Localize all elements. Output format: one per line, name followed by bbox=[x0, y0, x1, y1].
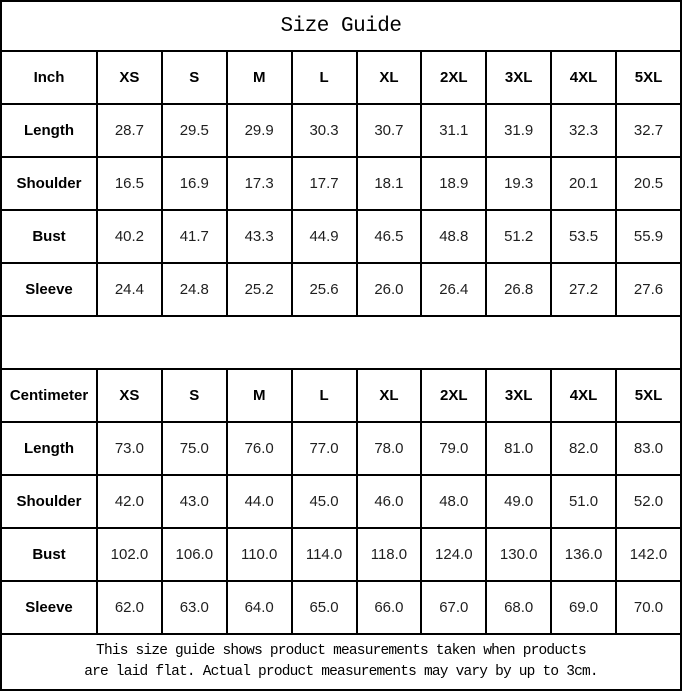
value-cell: 52.0 bbox=[616, 475, 681, 528]
table-row bbox=[1, 210, 681, 263]
value-cell: 43.0 bbox=[162, 475, 227, 528]
value-cell: 76.0 bbox=[227, 422, 292, 475]
value-cell: 70.0 bbox=[616, 581, 681, 634]
value-cell: 40.2 bbox=[97, 210, 162, 263]
value-cell: 130.0 bbox=[486, 528, 551, 581]
size-header-cell: XL bbox=[357, 369, 422, 422]
value-cell: 49.0 bbox=[486, 475, 551, 528]
value-cell: 46.5 bbox=[357, 210, 422, 263]
footer-note-line1: This size guide shows product measurements taken when products bbox=[96, 643, 586, 659]
value-cell: 43.3 bbox=[227, 210, 292, 263]
value-cell: 25.6 bbox=[292, 263, 357, 316]
centimeter-header-row bbox=[1, 369, 681, 422]
unit-header-cell: Centimeter bbox=[1, 369, 97, 422]
size-header-cell: S bbox=[162, 51, 227, 104]
value-cell: 53.5 bbox=[551, 210, 616, 263]
value-cell: 18.1 bbox=[357, 157, 422, 210]
unit-header-cell: Inch bbox=[1, 51, 97, 104]
value-cell: 41.7 bbox=[162, 210, 227, 263]
value-cell: 81.0 bbox=[486, 422, 551, 475]
size-header-cell: XL bbox=[357, 51, 422, 104]
value-cell: 18.9 bbox=[421, 157, 486, 210]
value-cell: 77.0 bbox=[292, 422, 357, 475]
value-cell: 142.0 bbox=[616, 528, 681, 581]
value-cell: 42.0 bbox=[97, 475, 162, 528]
size-header-cell: 2XL bbox=[421, 369, 486, 422]
size-header-cell: 5XL bbox=[616, 51, 681, 104]
row-label-bust: Bust bbox=[1, 210, 97, 263]
value-cell: 55.9 bbox=[616, 210, 681, 263]
value-cell: 46.0 bbox=[357, 475, 422, 528]
table-row bbox=[1, 157, 681, 210]
value-cell: 106.0 bbox=[162, 528, 227, 581]
value-cell: 32.7 bbox=[616, 104, 681, 157]
value-cell: 63.0 bbox=[162, 581, 227, 634]
size-header-cell: 2XL bbox=[421, 51, 486, 104]
inch-header-row bbox=[1, 51, 681, 104]
value-cell: 27.6 bbox=[616, 263, 681, 316]
value-cell: 45.0 bbox=[292, 475, 357, 528]
row-label-length: Length bbox=[1, 104, 97, 157]
value-cell: 29.9 bbox=[227, 104, 292, 157]
value-cell: 110.0 bbox=[227, 528, 292, 581]
value-cell: 17.7 bbox=[292, 157, 357, 210]
size-header-cell: XS bbox=[97, 369, 162, 422]
value-cell: 48.0 bbox=[421, 475, 486, 528]
value-cell: 27.2 bbox=[551, 263, 616, 316]
size-header-cell: M bbox=[227, 51, 292, 104]
size-header-cell: 5XL bbox=[616, 369, 681, 422]
value-cell: 16.5 bbox=[97, 157, 162, 210]
value-cell: 73.0 bbox=[97, 422, 162, 475]
value-cell: 31.9 bbox=[486, 104, 551, 157]
value-cell: 20.5 bbox=[616, 157, 681, 210]
row-label-shoulder: Shoulder bbox=[1, 475, 97, 528]
size-header-cell: M bbox=[227, 369, 292, 422]
table-row bbox=[1, 475, 681, 528]
value-cell: 44.9 bbox=[292, 210, 357, 263]
size-header-cell: L bbox=[292, 51, 357, 104]
value-cell: 29.5 bbox=[162, 104, 227, 157]
value-cell: 28.7 bbox=[97, 104, 162, 157]
title-row bbox=[1, 1, 681, 51]
value-cell: 51.2 bbox=[486, 210, 551, 263]
footer-row bbox=[1, 634, 681, 690]
footer-note bbox=[1, 634, 681, 690]
spacer-cell bbox=[1, 316, 681, 369]
value-cell: 30.7 bbox=[357, 104, 422, 157]
table-row bbox=[1, 263, 681, 316]
value-cell: 30.3 bbox=[292, 104, 357, 157]
value-cell: 24.8 bbox=[162, 263, 227, 316]
table-row bbox=[1, 581, 681, 634]
value-cell: 26.8 bbox=[486, 263, 551, 316]
value-cell: 62.0 bbox=[97, 581, 162, 634]
table-row bbox=[1, 528, 681, 581]
spacer-row bbox=[1, 316, 681, 369]
value-cell: 67.0 bbox=[421, 581, 486, 634]
value-cell: 44.0 bbox=[227, 475, 292, 528]
value-cell: 124.0 bbox=[421, 528, 486, 581]
value-cell: 65.0 bbox=[292, 581, 357, 634]
row-label-bust: Bust bbox=[1, 528, 97, 581]
value-cell: 118.0 bbox=[357, 528, 422, 581]
value-cell: 31.1 bbox=[421, 104, 486, 157]
value-cell: 32.3 bbox=[551, 104, 616, 157]
row-label-length: Length bbox=[1, 422, 97, 475]
value-cell: 19.3 bbox=[486, 157, 551, 210]
value-cell: 51.0 bbox=[551, 475, 616, 528]
value-cell: 25.2 bbox=[227, 263, 292, 316]
size-header-cell: L bbox=[292, 369, 357, 422]
page-title: Size Guide bbox=[1, 1, 681, 51]
value-cell: 24.4 bbox=[97, 263, 162, 316]
value-cell: 114.0 bbox=[292, 528, 357, 581]
row-label-sleeve: Sleeve bbox=[1, 263, 97, 316]
value-cell: 75.0 bbox=[162, 422, 227, 475]
value-cell: 26.4 bbox=[421, 263, 486, 316]
value-cell: 78.0 bbox=[357, 422, 422, 475]
size-header-cell: XS bbox=[97, 51, 162, 104]
value-cell: 69.0 bbox=[551, 581, 616, 634]
value-cell: 48.8 bbox=[421, 210, 486, 263]
size-header-cell: S bbox=[162, 369, 227, 422]
size-header-cell: 3XL bbox=[486, 369, 551, 422]
value-cell: 16.9 bbox=[162, 157, 227, 210]
size-header-cell: 4XL bbox=[551, 51, 616, 104]
value-cell: 68.0 bbox=[486, 581, 551, 634]
value-cell: 20.1 bbox=[551, 157, 616, 210]
value-cell: 102.0 bbox=[97, 528, 162, 581]
value-cell: 26.0 bbox=[357, 263, 422, 316]
value-cell: 83.0 bbox=[616, 422, 681, 475]
size-header-cell: 3XL bbox=[486, 51, 551, 104]
row-label-sleeve: Sleeve bbox=[1, 581, 97, 634]
table-row bbox=[1, 422, 681, 475]
table-row bbox=[1, 104, 681, 157]
value-cell: 79.0 bbox=[421, 422, 486, 475]
value-cell: 66.0 bbox=[357, 581, 422, 634]
size-header-cell: 4XL bbox=[551, 369, 616, 422]
value-cell: 64.0 bbox=[227, 581, 292, 634]
value-cell: 17.3 bbox=[227, 157, 292, 210]
row-label-shoulder: Shoulder bbox=[1, 157, 97, 210]
footer-note-line2: are laid flat. Actual product measurements may vary by up to 3cm. bbox=[84, 664, 598, 680]
value-cell: 136.0 bbox=[551, 528, 616, 581]
value-cell: 82.0 bbox=[551, 422, 616, 475]
